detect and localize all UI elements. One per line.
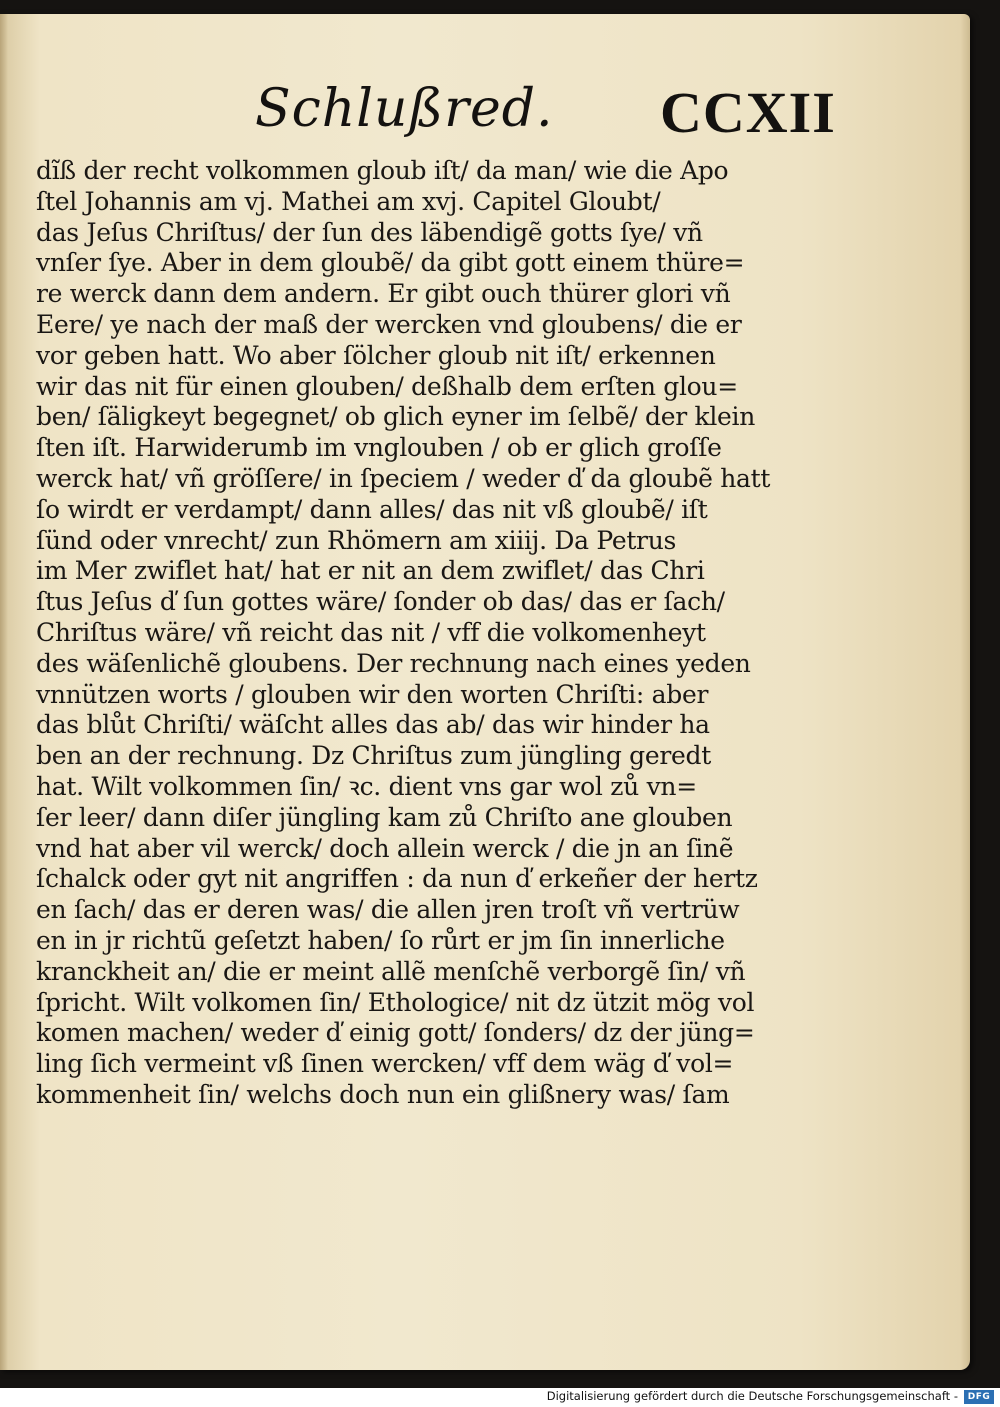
text-line: ſtus Jeſus ď ſun gottes wäre/ ſonder ob das/ das er ſach/ xyxy=(36,587,725,617)
text-line: ſtel Johannis am vj. Mathei am xvj. Capitel Gloubt/ xyxy=(36,186,661,216)
text-line: des wäſenlichẽ gloubens. Der rechnung nach eines yeden xyxy=(36,648,751,678)
text-line: vnſer ſye. Aber in dem gloubẽ/ da gibt gott einem thüre= xyxy=(36,248,745,278)
text-line: kommenheit ſin/ welchs doch nun ein glißnery was/ ſam xyxy=(36,1079,730,1109)
text-line: ben/ ſäligkeyt begegnet/ ob glich eyner im ſelbẽ/ der klein xyxy=(36,402,756,432)
text-line: vnnützen worts / glouben wir den worten Chriſti: aber xyxy=(36,679,709,709)
text-line: ſer leer/ dann diſer jüngling kam zů Chriſto ane glouben xyxy=(36,802,733,832)
text-line: re werck dann dem andern. Er gibt ouch thürer glori vñ xyxy=(36,279,731,309)
text-line: vnd hat aber vil werck/ doch allein werck / die jn an ſinẽ xyxy=(36,833,734,863)
text-line: dĩß der recht volkommen gloub iſt/ da man/ wie die Apo xyxy=(36,156,729,185)
funding-credit: Digitalisierung gefördert durch die Deutsche Forschungsgemeinschaft - xyxy=(546,1389,958,1403)
text-line: ſo wirdt er verdampt/ dann alles/ das nit vß gloubẽ/ iſt xyxy=(36,494,708,524)
digitization-footer xyxy=(0,1388,1000,1407)
running-head xyxy=(0,69,970,159)
main-text-block xyxy=(36,156,771,1111)
text-line: Chriſtus wäre/ vñ reicht das nit / vff die volkomenheyt xyxy=(36,617,706,647)
book-page xyxy=(0,14,970,1370)
page-gutter-shadow xyxy=(0,14,8,1370)
text-line: das blůt Chriſti/ wäſcht alles das ab/ das wir hinder ha xyxy=(36,710,710,740)
text-line: Eere/ ye nach der maß der wercken vnd gloubens/ die er xyxy=(36,309,742,339)
text-line: komen machen/ weder ď einig gott/ ſonders/ dz der jüng= xyxy=(36,1018,755,1048)
text-line: ſpricht. Wilt volkomen ſin/ Ethologice/ nit dz ützit mög vol xyxy=(36,987,755,1017)
running-head-title: Schlußred. xyxy=(255,79,554,139)
folio-number: CCXII xyxy=(660,80,836,145)
text-line: ſchalck oder gyt nit angriffen : da nun ď erkeñer der hertz xyxy=(36,864,758,894)
text-line: vor geben hatt. Wo aber ſölcher gloub nit iſt/ erkennen xyxy=(36,340,716,370)
text-line: ben an der rechnung. Dz Chriſtus zum jüngling geredt xyxy=(36,741,711,771)
text-line: das Jeſus Chriſtus/ der ſun des läbendigẽ gotts ſye/ vñ xyxy=(36,217,703,247)
text-line: hat. Wilt volkommen ſin/ ꝛc. dient vns gar wol zů vn= xyxy=(36,771,697,801)
text-line: ſünd oder vnrecht/ zun Rhömern am xiiij. Da Petrus xyxy=(36,525,677,555)
text-line: en in jr richtũ geſetzt haben/ ſo růrt er jm ſin innerliche xyxy=(36,925,725,955)
text-line: ling ſich vermeint vß ſinen wercken/ vff dem wäg ď vol= xyxy=(36,1049,734,1079)
text-line: ſten iſt. Harwiderumb im vnglouben / ob er glich groſſe xyxy=(36,433,722,463)
text-line: kranckheit an/ die er meint allẽ menſchẽ verborgẽ ſin/ vñ xyxy=(36,956,746,986)
text-line: im Mer zwiflet hat/ hat er nit an dem zwiflet/ das Chri xyxy=(36,556,705,586)
text-line: en ſach/ das er deren was/ die allen jren troſt vñ vertrüw xyxy=(36,895,740,925)
text-line: werck hat/ vñ gröſſere/ in ſpeciem / weder ď da gloubẽ hatt xyxy=(36,463,771,493)
dfg-logo: DFG xyxy=(964,1390,994,1404)
text-line: wir das nit für einen glouben/ deßhalb dem erſten glou= xyxy=(36,371,738,401)
